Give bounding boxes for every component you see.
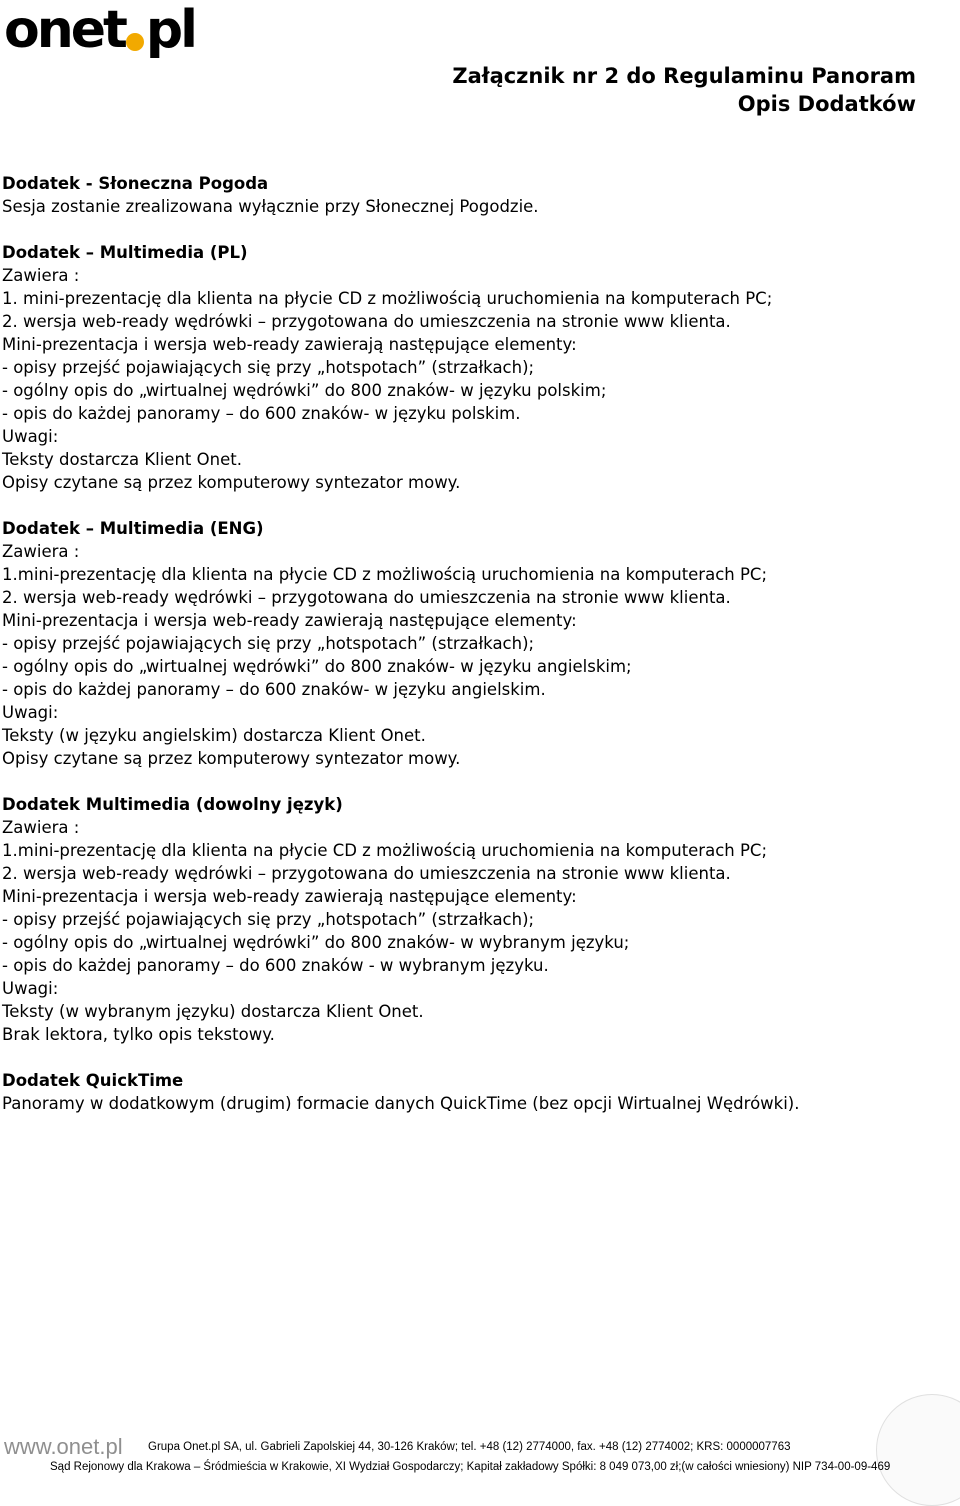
section-line: Opisy czytane są przez komputerowy syntezator mowy. bbox=[2, 473, 461, 492]
section-line: 1.mini-prezentację dla klienta na płycie CD z możliwością uruchomienia na komputerach PC; bbox=[2, 841, 768, 860]
section-multimedia-any-language bbox=[2, 793, 952, 1046]
section-line: Mini-prezentacja i wersja web-ready zawierają następujące elementy: bbox=[2, 887, 577, 906]
section-line: Zawiera : bbox=[2, 818, 80, 837]
section-line: Mini-prezentacja i wersja web-ready zawierają następujące elementy: bbox=[2, 611, 577, 630]
section-line: Uwagi: bbox=[2, 979, 59, 998]
footer-address: Grupa Onet.pl SA, ul. Gabrieli Zapolskiej 44, 30-126 Kraków; tel. +48 (12) 2774000, fax. +48 (12) 2774002; KRS: 0000007763 bbox=[148, 1441, 791, 1453]
section-multimedia-eng bbox=[2, 517, 952, 770]
section-line: Uwagi: bbox=[2, 427, 59, 446]
section-heading: Dodatek Multimedia (dowolny język) bbox=[2, 795, 343, 814]
section-line: - opis do każdej panoramy – do 600 znaków- w języku polskim. bbox=[2, 404, 521, 423]
section-line: - ogólny opis do „wirtualnej wędrówki” do 800 znaków- w języku angielskim; bbox=[2, 657, 632, 676]
section-line: - opis do każdej panoramy – do 600 znaków- w języku angielskim. bbox=[2, 680, 546, 699]
title-line-1: Załącznik nr 2 do Regulaminu Panoram bbox=[452, 64, 916, 88]
section-line: Zawiera : bbox=[2, 266, 80, 285]
section-line: Brak lektora, tylko opis tekstowy. bbox=[2, 1025, 275, 1044]
section-line: Teksty (w wybranym języku) dostarcza Klient Onet. bbox=[2, 1002, 424, 1021]
section-line: Opisy czytane są przez komputerowy syntezator mowy. bbox=[2, 749, 461, 768]
section-heading: Dodatek QuickTime bbox=[2, 1071, 184, 1090]
section-line: Teksty dostarcza Klient Onet. bbox=[2, 450, 242, 469]
section-line: Uwagi: bbox=[2, 703, 59, 722]
section-multimedia-pl bbox=[2, 241, 952, 494]
document-title bbox=[452, 62, 916, 118]
logo-dot-icon bbox=[126, 33, 144, 51]
section-line: 2. wersja web-ready wędrówki – przygotowana do umieszczenia na stronie www klienta. bbox=[2, 312, 731, 331]
section-heading: Dodatek – Multimedia (PL) bbox=[2, 243, 248, 262]
section-line: Zawiera : bbox=[2, 542, 80, 561]
section-line: - opisy przejść pojawiających się przy „hotspotach” (strzałkach); bbox=[2, 358, 535, 377]
footer-site-link[interactable]: www.onet.pl bbox=[4, 1434, 123, 1459]
section-line: - ogólny opis do „wirtualnej wędrówki” do 800 znaków- w wybranym języku; bbox=[2, 933, 630, 952]
section-line: - ogólny opis do „wirtualnej wędrówki” do 800 znaków- w języku polskim; bbox=[2, 381, 607, 400]
section-line: - opisy przejść pojawiających się przy „hotspotach” (strzałkach); bbox=[2, 910, 535, 929]
section-quicktime bbox=[2, 1069, 952, 1115]
section-line: Panoramy w dodatkowym (drugim) formacie danych QuickTime (bez opcji Wirtualnej Wędrówki). bbox=[2, 1094, 800, 1113]
footer-decoration bbox=[876, 1394, 960, 1506]
section-heading: Dodatek - Słoneczna Pogoda bbox=[2, 174, 269, 193]
title-line-2: Opis Dodatków bbox=[737, 92, 916, 116]
section-sunny-weather bbox=[2, 172, 952, 218]
section-line: - opis do każdej panoramy – do 600 znaków - w wybranym języku. bbox=[2, 956, 549, 975]
section-line: 2. wersja web-ready wędrówki – przygotowana do umieszczenia na stronie www klienta. bbox=[2, 864, 731, 883]
onet-logo bbox=[4, 2, 195, 58]
section-line: 1.mini-prezentację dla klienta na płycie CD z możliwością uruchomienia na komputerach PC; bbox=[2, 565, 768, 584]
logo-text-pl: pl bbox=[145, 0, 195, 60]
section-line: 1. mini-prezentację dla klienta na płycie CD z możliwością uruchomienia na komputerach PC; bbox=[2, 289, 773, 308]
section-line: 2. wersja web-ready wędrówki – przygotowana do umieszczenia na stronie www klienta. bbox=[2, 588, 731, 607]
section-heading: Dodatek – Multimedia (ENG) bbox=[2, 519, 264, 538]
section-line: - opisy przejść pojawiających się przy „hotspotach” (strzałkach); bbox=[2, 634, 535, 653]
section-line: Mini-prezentacja i wersja web-ready zawierają następujące elementy: bbox=[2, 335, 577, 354]
logo-text-onet: onet bbox=[4, 0, 125, 60]
section-line: Sesja zostanie zrealizowana wyłącznie przy Słonecznej Pogodzie. bbox=[2, 197, 539, 216]
footer-registry: Sąd Rejonowy dla Krakowa – Śródmieścia w Krakowie, XI Wydział Gospodarczy; Kapitał zakładowy Spółki: 8 049 073,00 zł;(w całości wniesiony) NIP 734-00-09-469 bbox=[50, 1461, 891, 1473]
section-line: Teksty (w języku angielskim) dostarcza Klient Onet. bbox=[2, 726, 426, 745]
document-body bbox=[2, 172, 952, 1115]
